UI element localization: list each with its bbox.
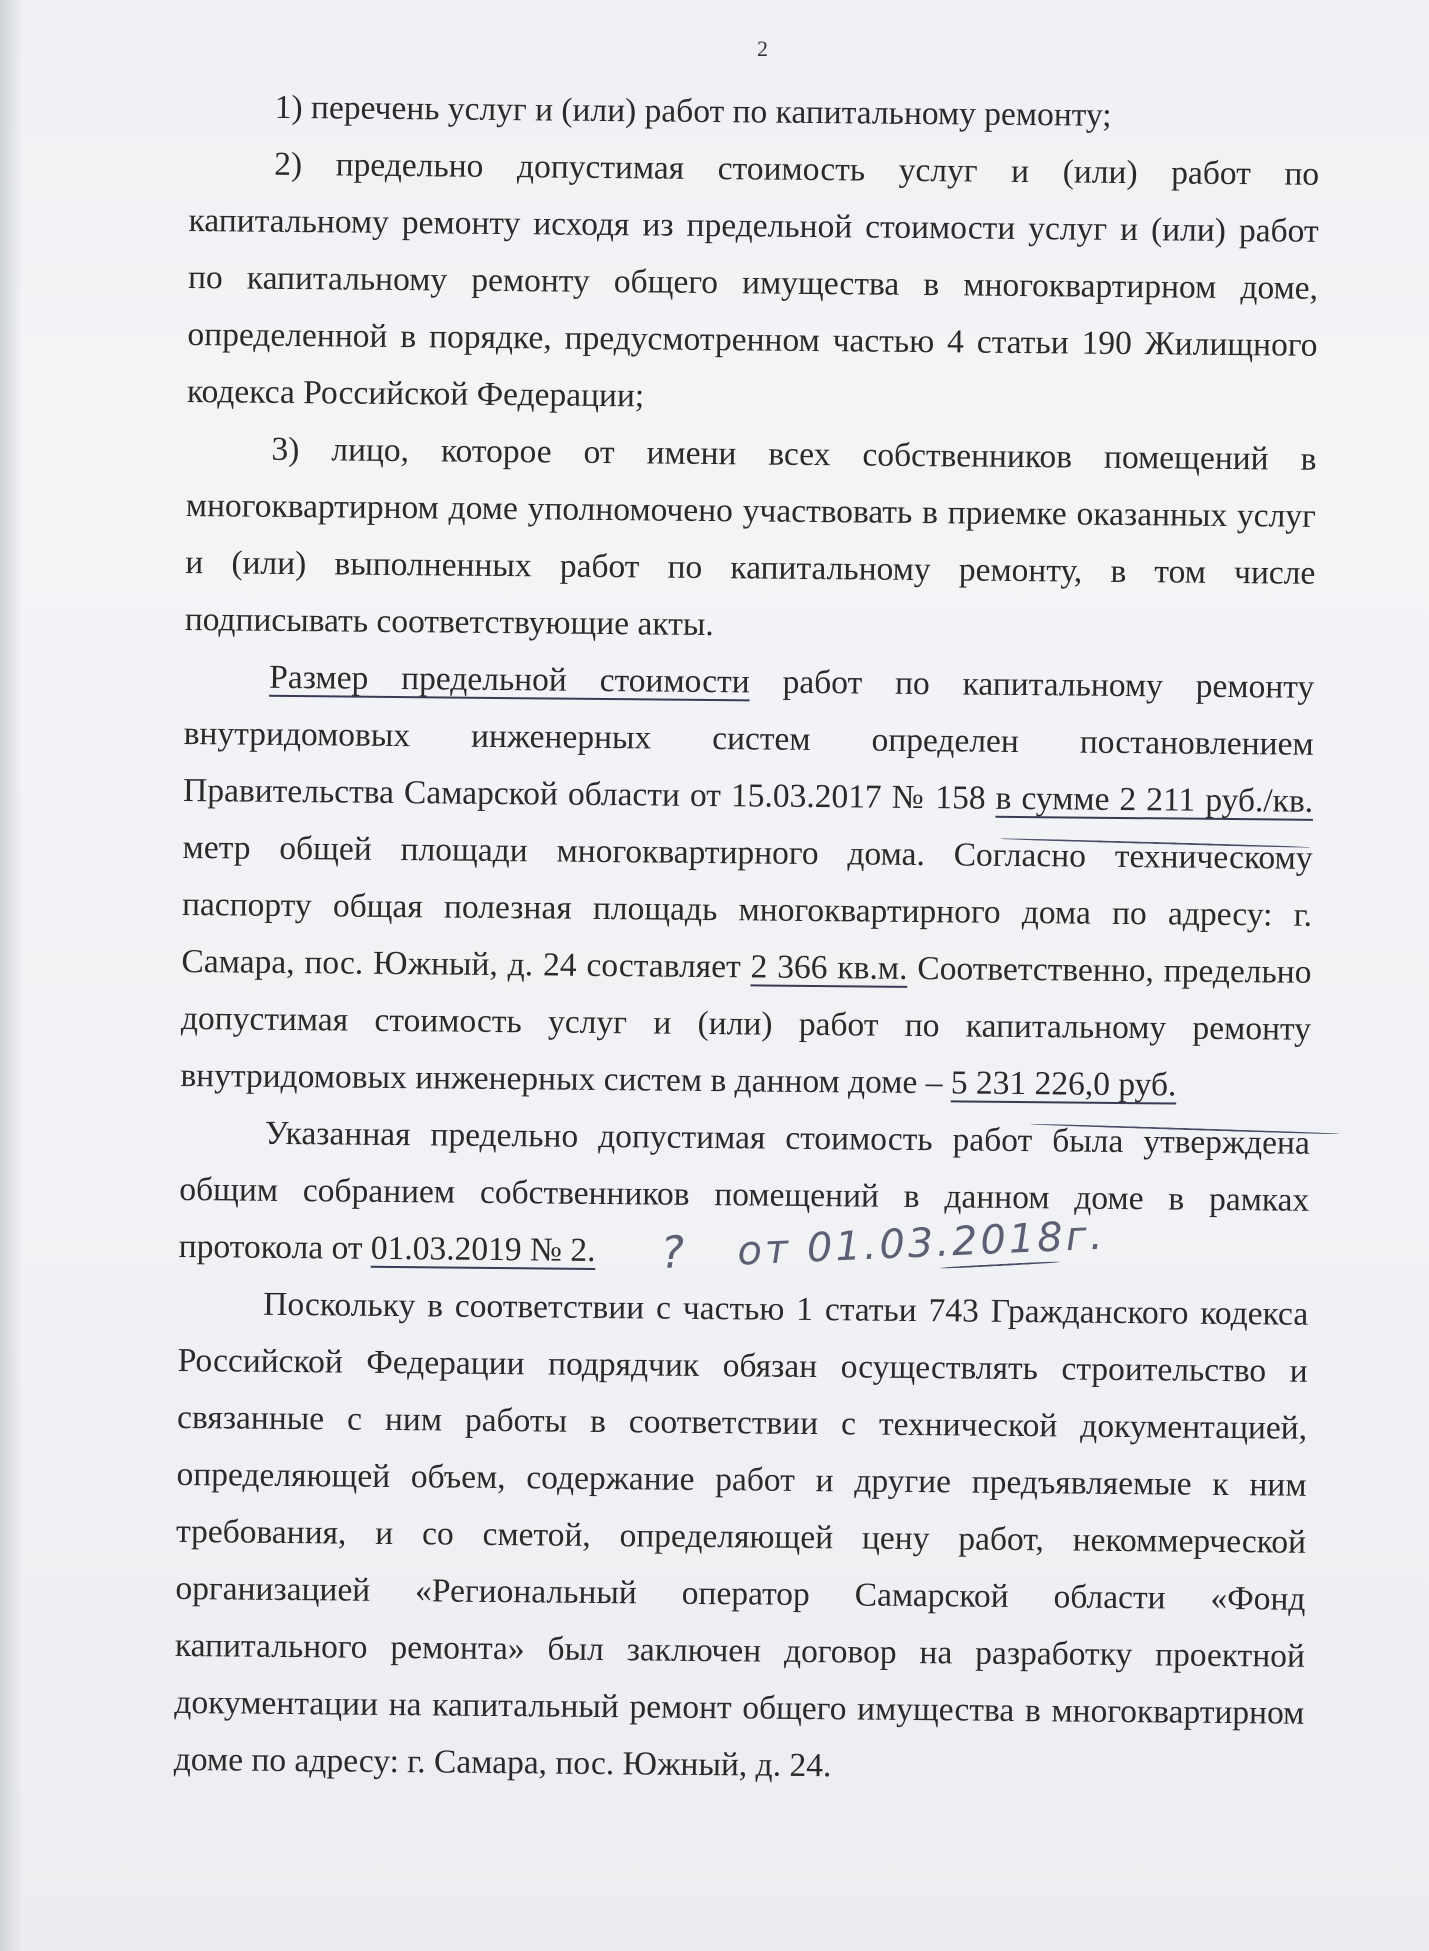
handwritten-question-mark: ? bbox=[660, 1226, 689, 1279]
paragraph-text: 3) лицо, которое от имени всех собственников помещений в многоквартирном доме уполномочено участвовать в приемке оказанных услуг и (или) выполненных работ по капитальному ремонту, в том числе подписывать соответствующие акты. bbox=[184, 430, 1317, 644]
paragraph-cost-limit bbox=[180, 648, 1314, 1115]
paragraph-item-2 bbox=[187, 135, 1320, 431]
document-body bbox=[174, 78, 1320, 1799]
underlined-text: 01.03.2019 № 2. bbox=[370, 1229, 596, 1269]
paragraph-text: Указанная предельно допустимая стоимость работ была утверждена общим собранием собственников помещений в данном доме в рамках протокола от bbox=[178, 1114, 1311, 1267]
paragraph-text: 2) предельно допустимая стоимость услуг и (или) работ по капитальному ремонту исходя из предельной стоимости услуг и (или) работ по капитальному ремонту общего имущества в многоквартирном доме, определенной в порядке, предусмотренном частью 4 статьи 190 Жилищного кодекса Российской Федерации; bbox=[186, 145, 1320, 415]
page-edge-shadow bbox=[0, 0, 22, 1951]
handwritten-date: от 01.03.2018г. bbox=[736, 1212, 1107, 1275]
underlined-text: Размер предельной стоимости bbox=[269, 658, 750, 701]
paragraph-text: работ по капитальному ремонту внутридомовых инженерных систем определен постановлением Правительства Самарской области от 15.03.2017 № 158 bbox=[182, 663, 1315, 817]
paragraph-text: Соответственно, предельно допустимая стоимость услуг и (или) работ по капитальному ремонту внутридомовых инженерных систем в данном доме – bbox=[180, 949, 1312, 1102]
underlined-text: 5 231 226,0 руб. bbox=[950, 1064, 1177, 1104]
paragraph-text: метр общей площади многоквартирного дома. Согласно техническому паспорту общая полезная площадь многоквартирного дома по адресу: г. Самара, пос. Южный, д. 24 составляет bbox=[181, 828, 1313, 986]
paragraph-text: 1) перечень услуг и (или) работ по капитальному ремонту; bbox=[274, 88, 1112, 134]
underlined-text: 2 366 кв.м. bbox=[750, 948, 908, 987]
underlined-text: в сумме 2 211 руб./кв. bbox=[995, 779, 1314, 820]
paragraph-text: Поскольку в соответствии с частью 1 статьи 743 Гражданского кодекса Российской Федерации подрядчик обязан осуществлять строительство и связанные с ним работы в соответствии с технической документацией, определяющей объем, содержание работ и другие предъявляемые к ним требования, и со сметой, определяющей цену работ, некоммерческой организацией «Региональный оператор Самарской области «Фонд капитального ремонта» был заключен договор на разработку проектной документации на капитальный ремонт общего имущества в многоквартирном доме по адресу: г. Самара, пос. Южный, д. 24. bbox=[173, 1285, 1309, 1785]
page-number: 2 bbox=[757, 36, 768, 61]
paragraph-item-3 bbox=[185, 420, 1317, 659]
paragraph-contract bbox=[174, 1275, 1309, 1799]
